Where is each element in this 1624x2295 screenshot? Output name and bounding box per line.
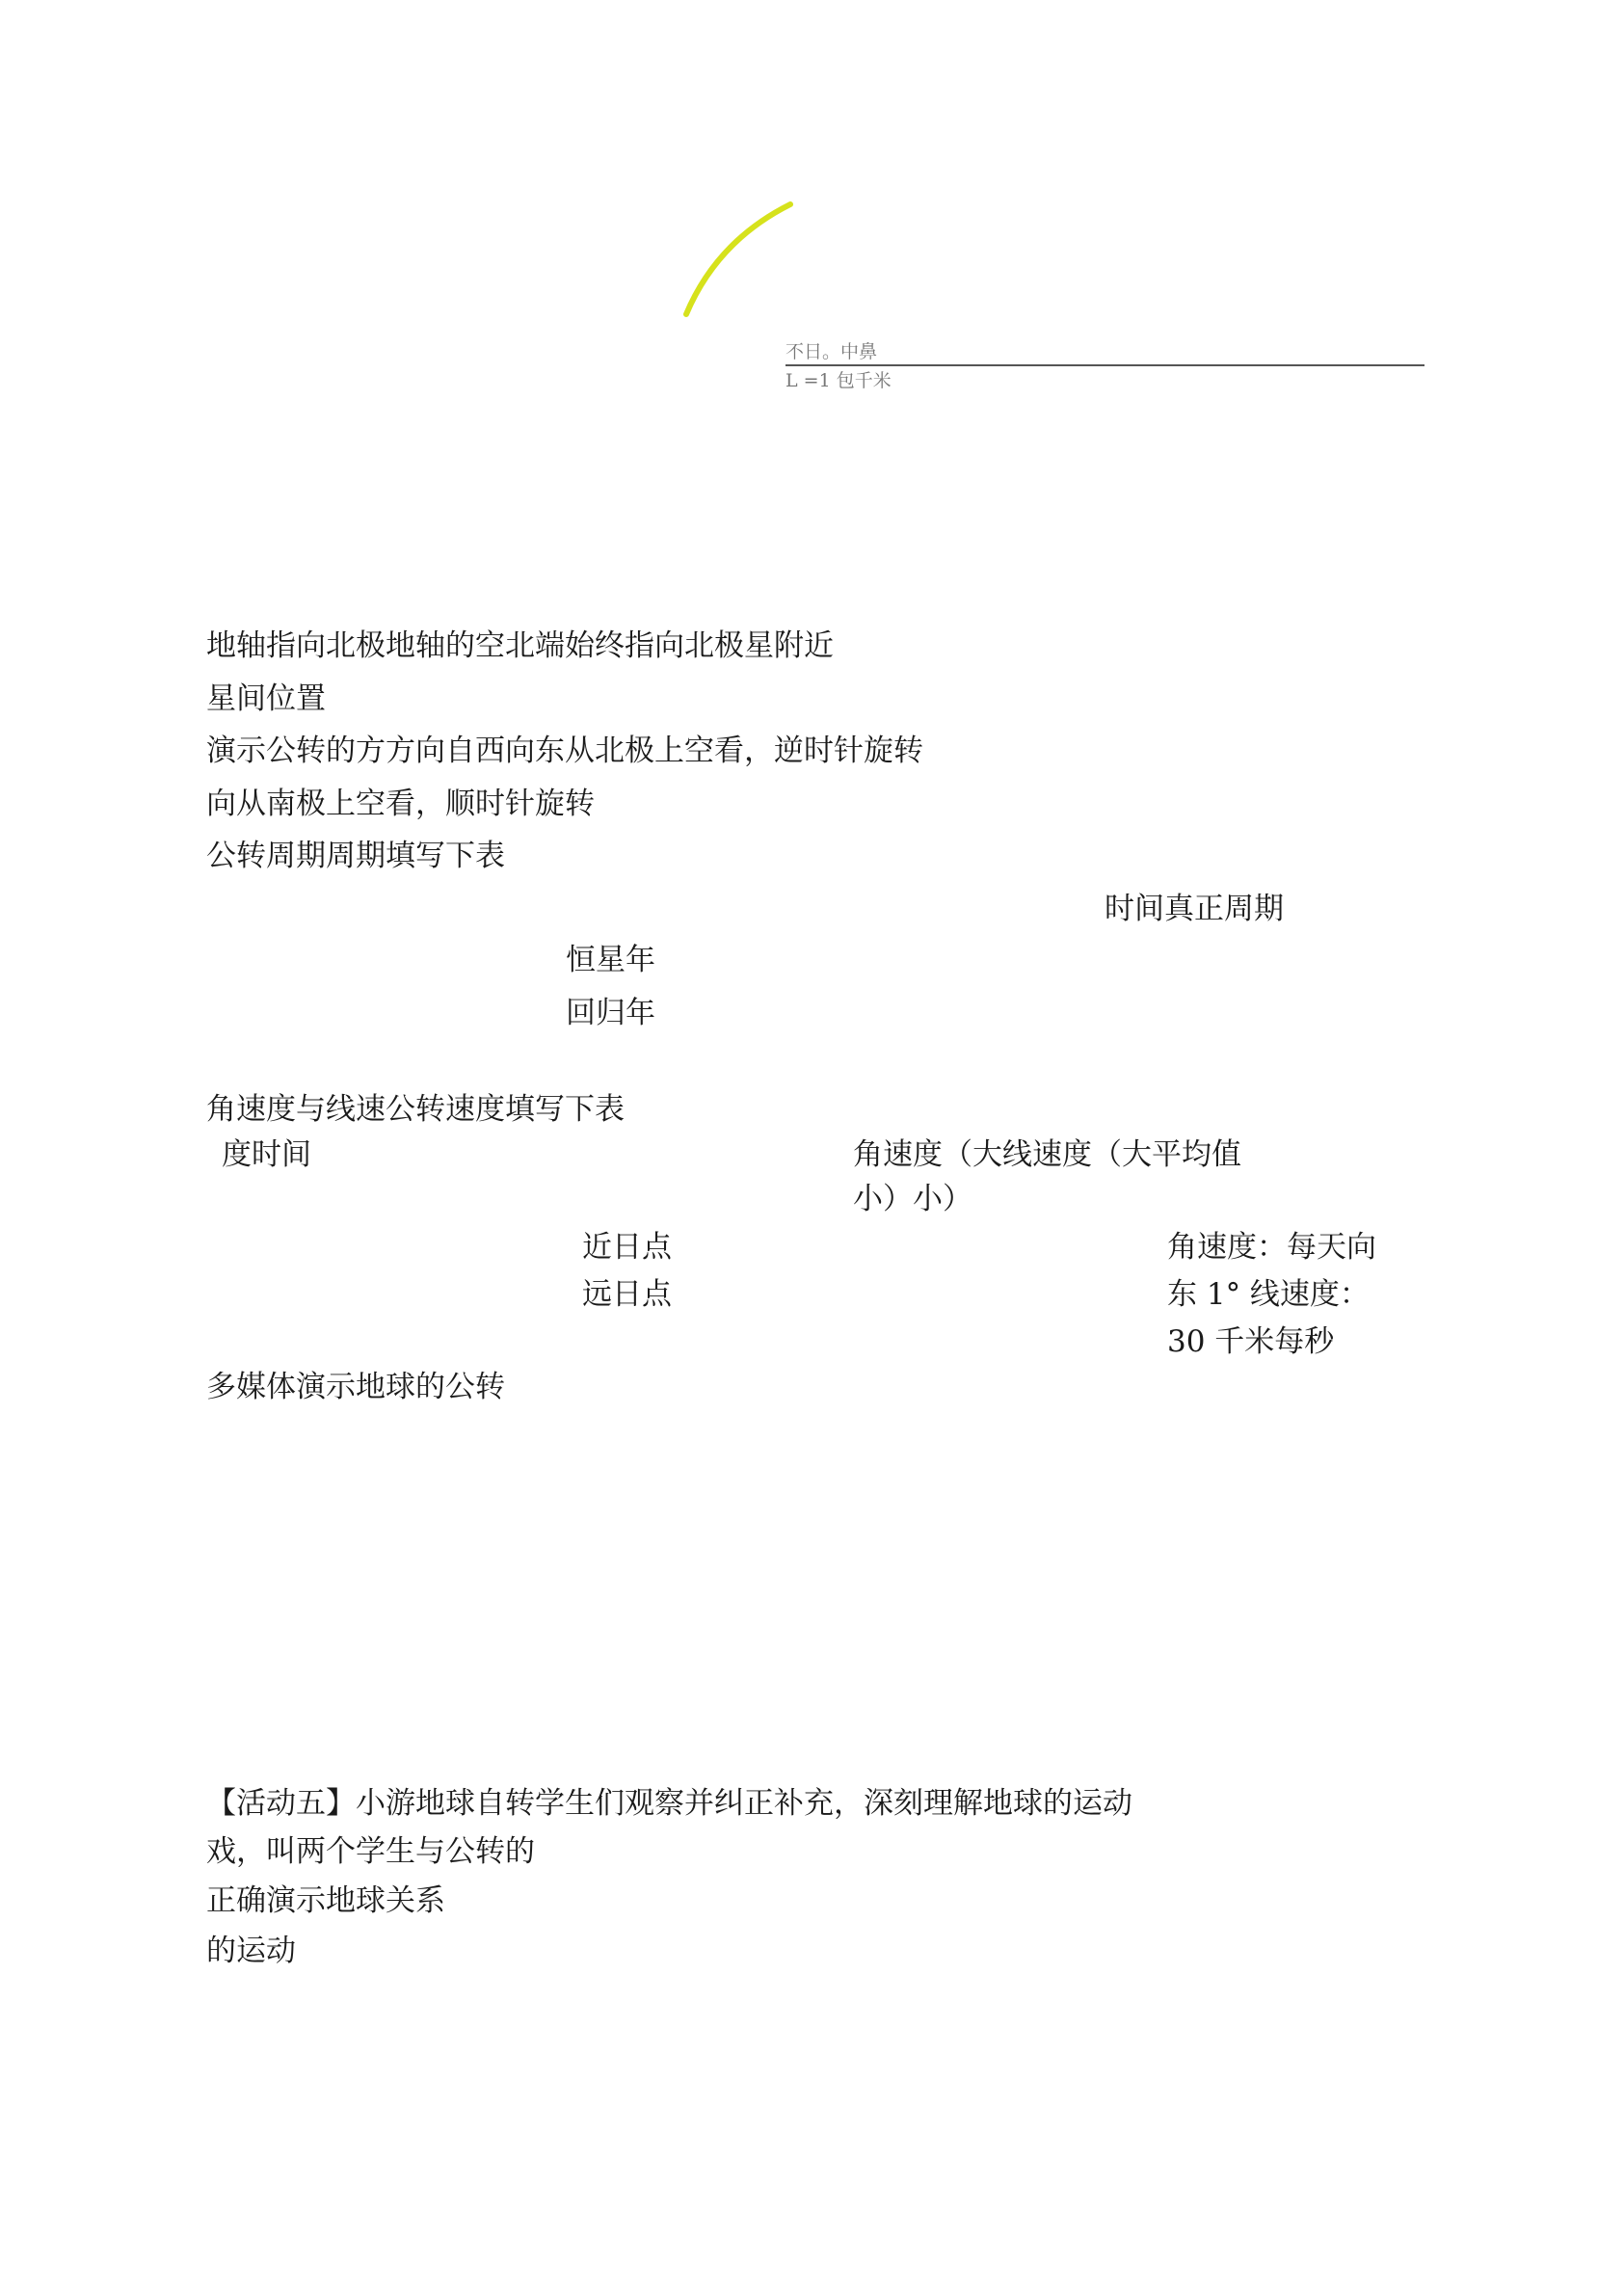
speed-row-perihelion: 近日点 — [582, 1230, 672, 1265]
speed-row-aphelion: 远日点 — [582, 1277, 672, 1312]
diagram-label-top: 不日。中鼻 — [785, 341, 878, 362]
direction-line-2: 向从南极上空看，顺时针旋转 — [206, 787, 595, 821]
speed-intro: 角速度与线速公转速度填写下表 — [206, 1092, 625, 1127]
speed-header-left: 度时间 — [222, 1137, 311, 1172]
speed-header-mid-2: 小）小） — [853, 1182, 972, 1216]
axis-line-1: 地轴指向北极地轴的空北端始终指向北极星附近 — [206, 628, 834, 663]
speed-note-3: 30 千米每秒 — [1167, 1324, 1335, 1359]
diagram-label-bottom: L =1 包千米 — [785, 370, 892, 391]
speed-note-2: 东 1° 线速度： — [1167, 1277, 1370, 1312]
multimedia-demo: 多媒体演示地球的公转 — [206, 1370, 505, 1404]
activity-line-1: 【活动五】小游地球自转学生们观察并纠正补充，深刻理解地球的运动 — [206, 1786, 1132, 1821]
period-row-tropical-year: 回归年 — [566, 996, 655, 1030]
period-row-sidereal-year: 恒星年 — [566, 943, 655, 977]
activity-line-3: 正确演示地球关系 — [206, 1883, 445, 1918]
direction-line-1: 演示公转的方方向自西向东从北极上空看，逆时针旋转 — [206, 734, 923, 768]
period-intro: 公转周期周期填写下表 — [206, 839, 505, 873]
orbit-arc — [686, 204, 790, 314]
activity-line-2: 戏，叫两个学生与公转的 — [206, 1834, 535, 1869]
activity-line-4: 的运动 — [206, 1934, 296, 1968]
period-table-header: 时间真正周期 — [1105, 892, 1284, 926]
axis-line-2: 星间位置 — [206, 681, 326, 716]
speed-header-mid-1: 角速度（大线速度（大平均值 — [853, 1137, 1241, 1172]
speed-note-1: 角速度：每天向 — [1167, 1230, 1376, 1265]
